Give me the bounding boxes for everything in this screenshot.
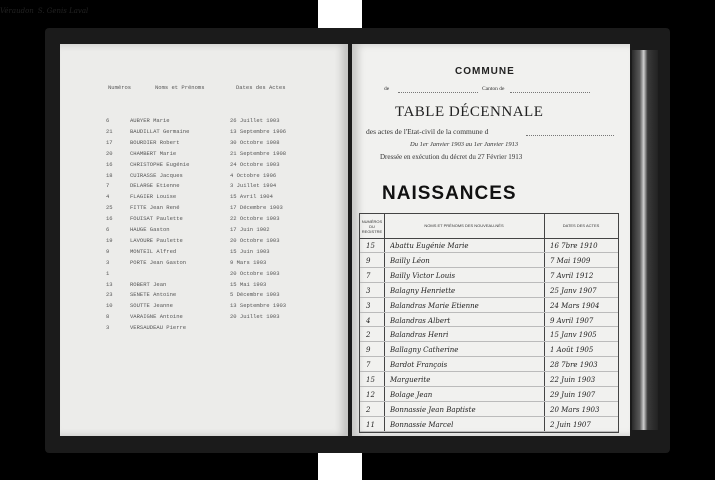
- register-entry-number: 11: [366, 420, 375, 429]
- index-row-name: VARAIGNE Antoine: [130, 313, 183, 321]
- index-row-name: LAVOURE Paulette: [130, 236, 183, 244]
- register-entry-name: Marguerite: [390, 376, 431, 385]
- register-entry-date: 7 Avril 1912: [550, 271, 594, 280]
- register-entry-date: 22 Juin 1903: [550, 376, 596, 385]
- index-row-number: 7: [106, 182, 110, 190]
- index-row-name: CHRISTOPHE Eugénie: [130, 160, 190, 168]
- row-rule: [360, 282, 618, 283]
- register-entry-name: Balandras Marie Etienne: [390, 301, 479, 310]
- index-row-number: 23: [106, 291, 113, 299]
- register-entry-name: Balagny Henriette: [390, 286, 456, 295]
- index-row-name: DELARGE Etienne: [130, 182, 180, 190]
- index-row-number: 19: [106, 236, 113, 244]
- canton-label: Canton de: [482, 86, 505, 92]
- index-row-name: FITTE Jean René: [130, 204, 180, 212]
- index-row-date: 20 Octobre 1903: [230, 236, 280, 244]
- register-entry-date: 1 Août 1905: [550, 346, 594, 355]
- index-row-number: 16: [106, 160, 113, 168]
- index-row-date: 15 Mai 1903: [230, 280, 267, 288]
- row-rule: [360, 401, 618, 402]
- index-row-date: 13 Septembre 1903: [230, 302, 287, 310]
- index-row-number: 9: [106, 247, 110, 255]
- index-row-date: 15 Avril 1904: [230, 193, 273, 201]
- register-entry-name: Bonnassie Jean Baptiste: [390, 405, 476, 414]
- index-row-number: 25: [106, 204, 113, 212]
- canton-name-line: [510, 92, 590, 93]
- index-row-date: 17 Décembre 1903: [230, 204, 283, 212]
- commune-name: Véraudon: [0, 7, 34, 15]
- left-page: [60, 44, 348, 436]
- register-entry-date: 28 7bre 1903: [550, 361, 598, 370]
- index-row-number: 17: [106, 138, 113, 146]
- index-row-number: 21: [106, 127, 113, 135]
- index-row-name: SENETE Antoine: [130, 291, 177, 299]
- index-row-date: 24 Octobre 1903: [230, 160, 280, 168]
- index-row-name: BOURDIER Robert: [130, 138, 180, 146]
- register-entry-name: Bailly Léon: [390, 256, 430, 265]
- column-divider: [544, 214, 545, 432]
- births-register-table: [359, 213, 619, 433]
- register-entry-number: 9: [366, 256, 371, 265]
- index-row-name: SOUTTE Jeanne: [130, 302, 173, 310]
- index-row-date: 9 Mars 1903: [230, 258, 267, 266]
- register-entry-date: 20 Mars 1903: [550, 405, 600, 414]
- row-rule: [360, 267, 618, 268]
- register-entry-name: Abattu Eugénie Marie: [390, 242, 469, 250]
- subtitle-line: [526, 135, 614, 136]
- index-row-date: 5 Décembre 1903: [230, 291, 280, 299]
- register-entry-number: 3: [366, 286, 371, 295]
- row-rule: [360, 431, 618, 432]
- page-edges: [632, 50, 658, 430]
- index-row-number: 10: [106, 302, 113, 310]
- section-title: NAISSANCES: [382, 183, 517, 204]
- header-noms: NOMS ET PRÉNOMS DES NOUVEAU-NÉS: [424, 223, 504, 228]
- index-row-name: CHAMBERT Marie: [130, 149, 177, 157]
- index-row-name: FOUISAT Paulette: [130, 215, 183, 223]
- row-rule: [360, 356, 618, 357]
- index-row-number: 1: [106, 269, 110, 277]
- register-entry-number: 9: [366, 346, 371, 355]
- index-row-name: HAUGE Gaston: [130, 226, 170, 233]
- register-entry-date: 24 Mars 1904: [550, 301, 600, 310]
- register-entry-number: 7: [366, 271, 371, 280]
- row-rule: [360, 252, 618, 253]
- index-row-date: 20 Octobre 1903: [230, 269, 280, 277]
- index-row-date: 4 Octobre 1906: [230, 171, 277, 179]
- index-row-date: 26 Juillet 1903: [230, 117, 280, 124]
- header-dates: DATES DES ACTES: [562, 223, 600, 228]
- index-row-number: 16: [106, 215, 113, 223]
- index-row-date: 21 Septembre 1908: [230, 149, 287, 157]
- index-row-name: VERSAUDEAU Pierre: [130, 324, 187, 332]
- row-rule: [360, 371, 618, 372]
- index-row-name: FLAGIER Louise: [130, 193, 177, 201]
- register-entry-number: 2: [366, 405, 371, 414]
- index-row-number: 3: [106, 324, 110, 332]
- register-entry-name: Balandras Albert: [390, 316, 451, 325]
- index-row-date: 30 Octobre 1908: [230, 138, 280, 146]
- register-entry-number: 12: [366, 391, 375, 399]
- index-row-name: ROBERT Jean: [130, 280, 167, 288]
- row-rule: [360, 312, 618, 313]
- register-entry-date: 7 Mai 1909: [550, 256, 591, 265]
- index-row-date: 3 Juillet 1904: [230, 182, 277, 190]
- register-entry-number: 3: [366, 301, 371, 310]
- register-entry-name: Bonnassie Marcel: [390, 420, 454, 429]
- register-entry-number: 7: [366, 361, 371, 370]
- left-header-numbers: Numéros: [108, 84, 132, 91]
- index-row-number: 4: [106, 193, 110, 201]
- register-entry-name: Balandras Henri: [390, 331, 449, 340]
- commune-name-line: [398, 92, 478, 93]
- index-row-name: CUIRASSE Jacques: [130, 171, 183, 179]
- row-rule: [360, 386, 618, 387]
- register-entry-name: Bailly Victor Louis: [390, 271, 456, 280]
- row-rule: [360, 326, 618, 327]
- register-title: TABLE DÉCENNALE: [395, 104, 544, 120]
- register-entry-date: 29 Juin 1907: [550, 391, 596, 399]
- index-row-name: AUBYER Marie: [130, 117, 170, 124]
- index-row-number: 18: [106, 171, 113, 179]
- column-divider: [384, 214, 385, 432]
- index-row-name: PORTE Jean Gaston: [130, 258, 187, 266]
- register-entry-name: Bardot François: [390, 361, 448, 370]
- register-entry-number: 4: [366, 316, 371, 325]
- index-row-date: 17 Juin 1902: [230, 226, 270, 233]
- row-rule: [360, 341, 618, 342]
- register-entry-name: Ballagny Catherine: [390, 346, 459, 355]
- register-period: Du 1er Janvier 1903 au 1er Janvier 1913: [410, 141, 519, 148]
- left-header-dates: Dates des Actes: [236, 84, 286, 91]
- register-entry-date: 16 7bre 1910: [550, 242, 598, 250]
- index-row-date: 20 Juillet 1903: [230, 313, 280, 321]
- register-decree: Dressée en exécution du décret du 27 Février 1913: [380, 153, 523, 161]
- index-row-number: 6: [106, 226, 110, 233]
- index-row-date: 22 Octobre 1903: [230, 215, 280, 223]
- index-row-number: 6: [106, 117, 110, 124]
- index-row-name: BAUDILLAT Germaine: [130, 127, 190, 135]
- register-entry-name: Bolage Jean: [390, 391, 433, 399]
- register-entry-number: 15: [366, 376, 375, 385]
- index-row-number: 20: [106, 149, 113, 157]
- index-row-number: 8: [106, 313, 110, 321]
- canton-name: S. Genis Laval: [37, 7, 89, 15]
- index-row-number: 13: [106, 280, 113, 288]
- index-row-number: 3: [106, 258, 110, 266]
- register-entry-number: 2: [366, 331, 371, 340]
- register-entry-date: 25 Janv 1907: [550, 286, 597, 295]
- register-entry-date: 15 Janv 1905: [550, 331, 597, 340]
- row-rule: [360, 297, 618, 298]
- register-subtitle: des actes de l'Etat-civil de la commune d: [366, 127, 489, 136]
- register-entry-date: 2 Juin 1907: [550, 420, 591, 429]
- header-registre: NUMÉROS DU REGISTRE: [361, 219, 383, 234]
- left-header-names: Noms et Prénoms: [155, 84, 205, 91]
- index-row-name: MONTEIL Alfred: [130, 247, 177, 255]
- index-row-date: 13 Septembre 1906: [230, 127, 287, 135]
- commune-heading: COMMUNE: [455, 66, 515, 77]
- register-entry-number: 15: [366, 242, 375, 250]
- row-rule: [360, 416, 618, 417]
- commune-de-label: de: [384, 86, 390, 92]
- index-row-date: 15 Juin 1903: [230, 247, 270, 255]
- register-entry-date: 9 Avril 1907: [550, 316, 594, 325]
